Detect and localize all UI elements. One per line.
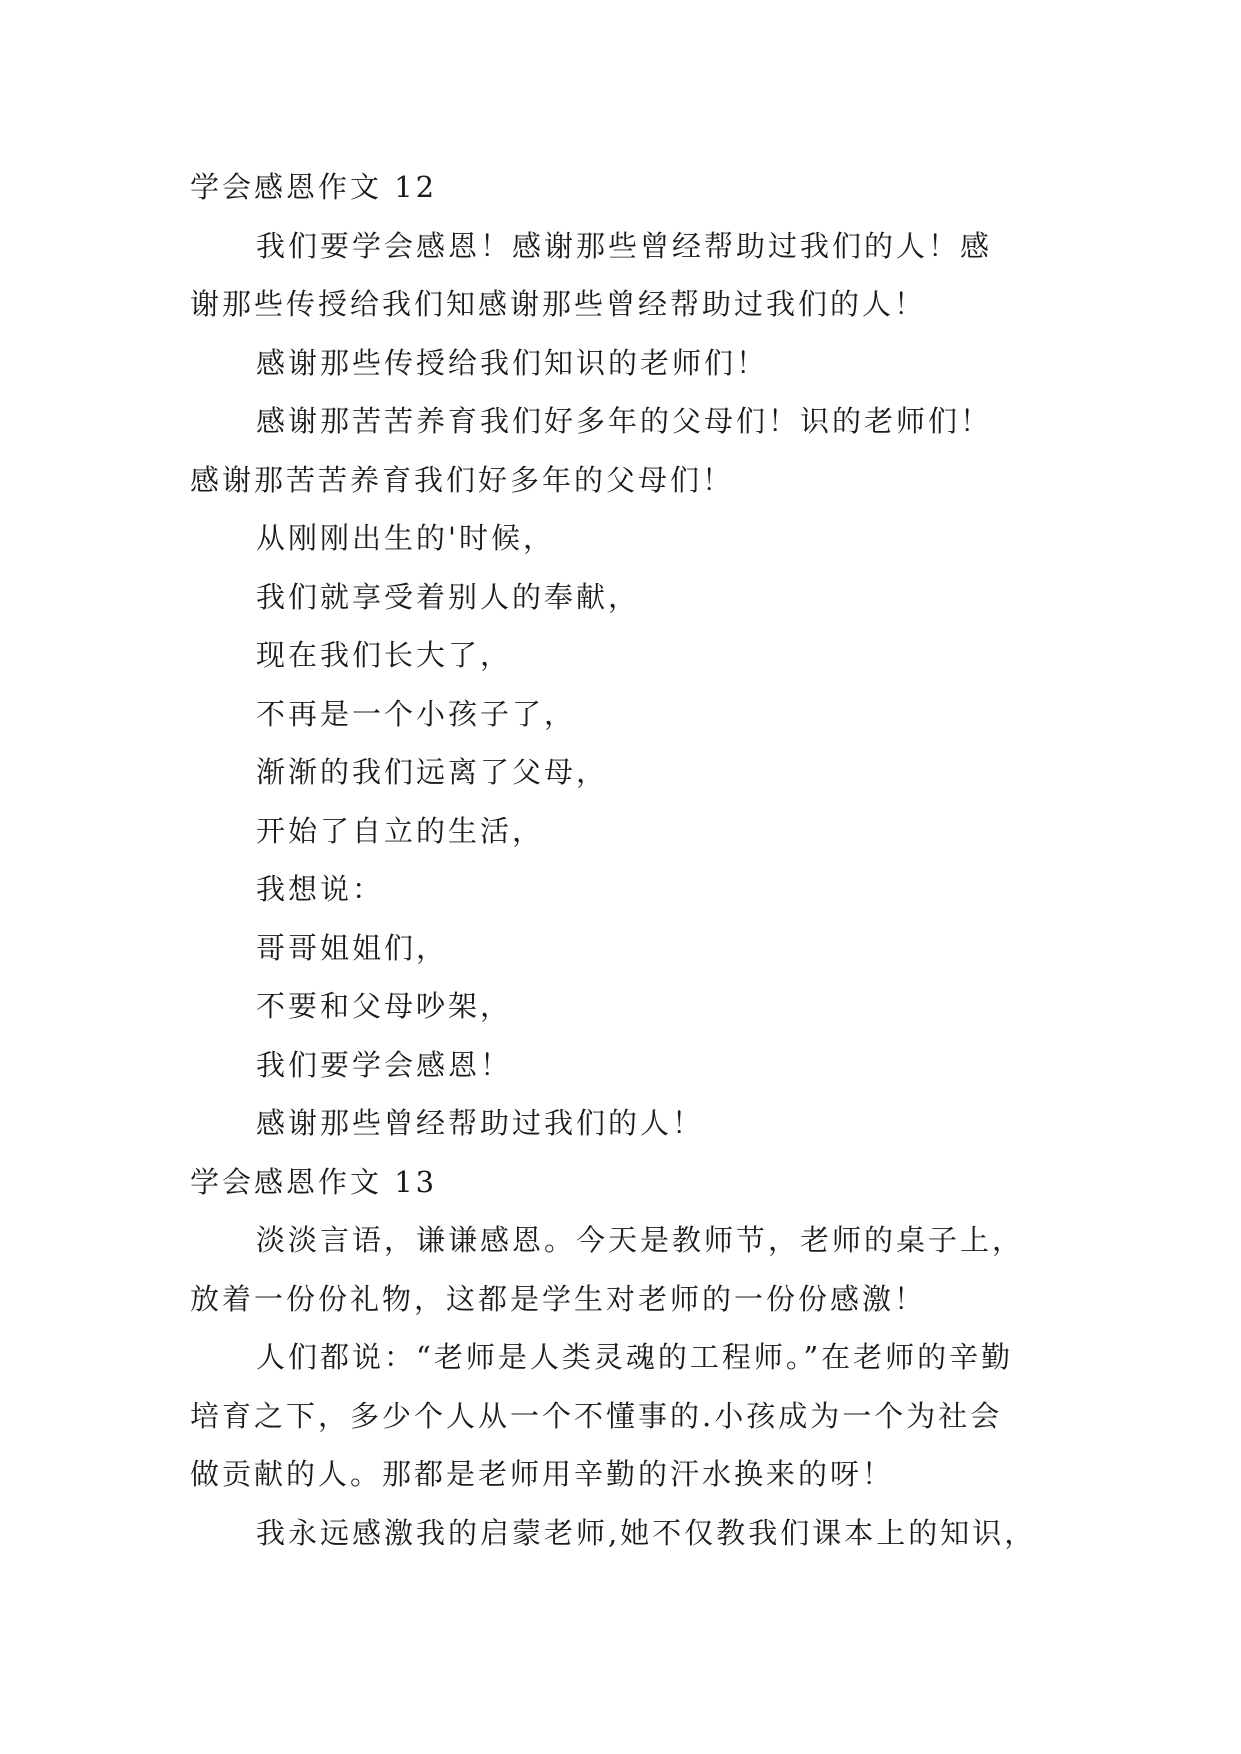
paragraph-line: 感谢那苦苦养育我们好多年的父母们！ [190, 462, 735, 497]
paragraph-line: 感谢那苦苦养育我们好多年的父母们！识的老师们！ [256, 404, 993, 438]
paragraph-line: 培育之下，多少个人从一个不懂事的.小孩成为一个为社会 [190, 1398, 1003, 1433]
paragraph-line: 不要和父母吵架， [256, 989, 513, 1023]
paragraph-line: 我们就享受着别人的奉献， [256, 579, 641, 614]
paragraph-line: 我永远感激我的启蒙老师,她不仅教我们课本上的知识， [256, 1515, 1037, 1550]
paragraph-line: 哥哥姐姐们， [256, 930, 449, 965]
paragraph-line: 做贡献的人。那都是老师用辛勤的汗水换来的呀！ [190, 1457, 895, 1491]
paragraph-line: 感谢那些传授给我们知识的老师们！ [256, 345, 769, 380]
paragraph-line: 开始了自立的生活， [256, 813, 545, 848]
paragraph-line: 现在我们长大了， [256, 638, 513, 672]
paragraph-line: 感谢那些曾经帮助过我们的人！ [256, 1106, 705, 1140]
paragraph-line: 我想说： [256, 872, 385, 906]
essay-title: 学会感恩作文 12 [190, 170, 438, 204]
paragraph-line: 从刚刚出生的'时候， [256, 521, 555, 555]
paragraph-line: 我们要学会感恩！ [256, 1047, 513, 1082]
essay-title: 学会感恩作文 13 [190, 1164, 438, 1199]
paragraph-line: 放着一份份礼物，这都是学生对老师的一份份感激！ [190, 1281, 927, 1316]
paragraph-line: 淡淡言语，谦谦感恩。今天是教师节，老师的桌子上， [256, 1223, 1025, 1257]
paragraph-line: 人们都说：“老师是人类灵魂的工程师。”在老师的辛勤 [256, 1340, 1014, 1374]
paragraph-line: 渐渐的我们远离了父母， [256, 755, 609, 789]
paragraph-line: 不再是一个小孩子了， [256, 696, 577, 731]
paragraph-line: 我们要学会感恩！感谢那些曾经帮助过我们的人！感 [256, 228, 993, 263]
paragraph-line: 谢那些传授给我们知感谢那些曾经帮助过我们的人！ [190, 287, 927, 321]
document-page [190, 158, 1070, 1562]
